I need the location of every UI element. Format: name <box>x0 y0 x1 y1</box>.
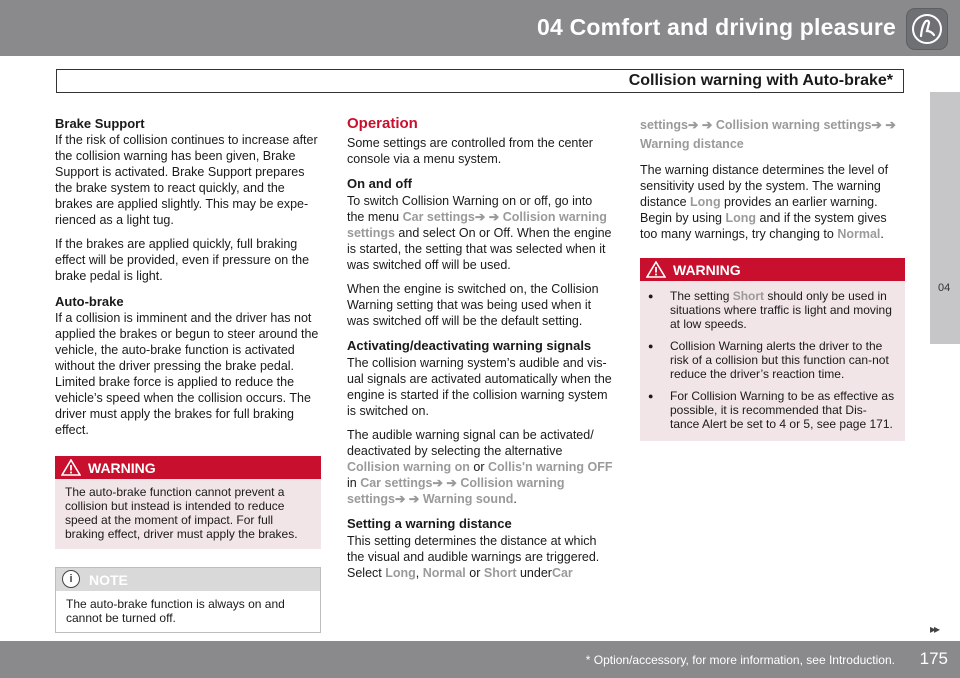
arrow-icon: ➔ ➔ <box>432 476 457 490</box>
note-box <box>55 567 321 633</box>
activating-paragraph-1: The collision warning system’s audible and vis-ual signals are activated automatically when the engine is started if the collision warning system is switched on. <box>347 356 612 418</box>
option-long: Long <box>690 195 721 209</box>
continue-arrows-icon: ▸▸ <box>929 622 938 636</box>
arrow-icon: ➔ ➔ <box>394 492 420 506</box>
menu-collision-warning-settings-2: Collision warning settings <box>347 476 565 506</box>
chapter-side-tab <box>930 92 960 344</box>
footer-bar <box>0 641 960 678</box>
warning-triangle-icon <box>646 261 666 281</box>
arrow-icon: ➔ ➔ <box>687 118 713 132</box>
menu-warning-distance: Warning distance <box>640 137 744 151</box>
warning-distance-paragraph: The warning distance determines the level of sensitivity used by the system. The warning distance Long provides an earlier warning. Begin by using Long and if the system gives too many warnings, try changing to Normal. <box>640 163 889 241</box>
brake-support-heading: Brake Support <box>55 116 145 131</box>
warning-header <box>55 456 321 479</box>
menu-car: Car <box>551 566 573 580</box>
autobrake-paragraph: If a collision is imminent and the driver has not applied the brakes or begun to steer around the vehicle, the auto-brake function is activated without the driver pressing the brake pedal. Limited brake force is applied to reduce the vehicle’s speed when the collision occurs. The driver must apply the brakes for full braking effect. <box>55 311 319 437</box>
section-title: Collision warning with Auto-brake* <box>628 72 893 89</box>
column-2 <box>347 116 613 589</box>
warning-box-autobrake <box>55 456 321 549</box>
option-normal: Normal <box>837 227 881 241</box>
header-bar <box>0 0 960 56</box>
menu-collisn-warning-off: Collis'n warning OFF <box>487 460 613 474</box>
option-long-2: Long <box>725 211 757 225</box>
footer-note: * Option/accessory, for more information, see Introduction. <box>585 653 895 667</box>
page-number: 175 <box>919 649 948 668</box>
warning-list-container <box>640 281 905 441</box>
list-item: ● The setting Short should only be used in situations where traffic is light and moving at low speeds. <box>644 289 895 331</box>
brake-support-paragraph-2: If the brakes are applied quickly, full braking effect will be provided, even if pressure on the brake pedal is light. <box>55 237 310 283</box>
distance-heading: Setting a warning distance <box>347 516 512 531</box>
note-text: The auto-brake function is always on and cannot be turned off. <box>66 597 285 625</box>
option-normal: Normal <box>422 566 466 580</box>
onoff-heading: On and off <box>347 176 412 191</box>
option-short: Short <box>732 289 765 303</box>
side-tab-label: 04 <box>938 282 951 294</box>
arrow-icon: ➔ ➔ <box>871 118 896 132</box>
warning-box-settings <box>640 258 905 441</box>
warning-text: The auto-brake function cannot prevent a collision but instead is intended to reduce speed at the moment of impact. For full braking effect, driver must apply the brakes. <box>65 485 298 541</box>
arrow-icon: ➔ ➔ <box>474 210 500 224</box>
menu-car-settings-2: Car settings <box>360 476 433 490</box>
activating-paragraph-2: The audible warning signal can be activated/ deactivated by selecting the alternative Collision warning on or Collis'n warning OFF in Car settings➔ ➔ Collision warning settings➔ ➔ Warning sound. <box>347 428 613 506</box>
warning-list <box>644 289 895 431</box>
warning-triangle-icon <box>61 459 81 479</box>
warning-title: WARNING <box>88 460 156 476</box>
menu-settings: settings <box>640 118 688 132</box>
chapter-title: 04 Comfort and driving pleasure <box>537 14 896 40</box>
section-title-box <box>56 69 904 93</box>
brake-support-paragraph-1: If the risk of collision continues to increase after the collision warning has been given, Brake Support is activated. Brake Support prepares the brake system to react quickly, and the brakes are applied slightly. This may be expe-rienced as a light tug. <box>55 133 318 227</box>
autobrake-heading: Auto-brake <box>55 294 124 309</box>
distance-paragraph: This setting determines the distance at which the visual and audible warnings are triggered. Select Long, Normal or Short underCar <box>347 534 600 580</box>
activating-heading: Activating/deactivating warning signals <box>347 338 592 353</box>
list-item: ● Collision Warning alerts the driver to the risk of a collision but this function can-not reduce the driver’s reaction time. <box>644 339 895 381</box>
note-header <box>56 568 320 591</box>
list-item: ● For Collision Warning to be as effective as possible, it is recommended that Dis-tance Alert be set to 4 or 5, see page 171. <box>644 389 895 431</box>
warning-title: WARNING <box>673 262 741 278</box>
warning-header <box>640 258 905 281</box>
option-long: Long <box>385 566 416 580</box>
menu-path-continued <box>640 116 905 154</box>
menu-car-settings: Car settings <box>402 210 475 224</box>
option-short: Short <box>483 566 517 580</box>
onoff-paragraph-2: When the engine is switched on, the Collision Warning setting that was being used when it was switched off will be the default setting. <box>347 282 599 328</box>
column-1 <box>55 116 321 633</box>
menu-collision-warning-settings: Collision warning settings <box>715 118 872 132</box>
menu-collision-warning-on: Collision warning on <box>347 460 470 474</box>
note-title: NOTE <box>89 572 128 588</box>
menu-collision-warning-settings: Collision warning settings <box>347 210 607 240</box>
operation-heading: Operation <box>347 115 418 132</box>
operation-paragraph: Some settings are controlled from the center console via a menu system. <box>347 136 593 166</box>
seat-icon <box>906 8 948 50</box>
info-icon: i <box>62 570 80 588</box>
onoff-paragraph-1: To switch Collision Warning on or off, go into the menu Car settings➔ ➔ Collision warning settings and select On or Off. When the engine is started, the setting that was selected when it was switched off will be used. <box>347 194 612 272</box>
menu-warning-sound: Warning sound <box>422 492 514 506</box>
column-3 <box>640 116 905 441</box>
